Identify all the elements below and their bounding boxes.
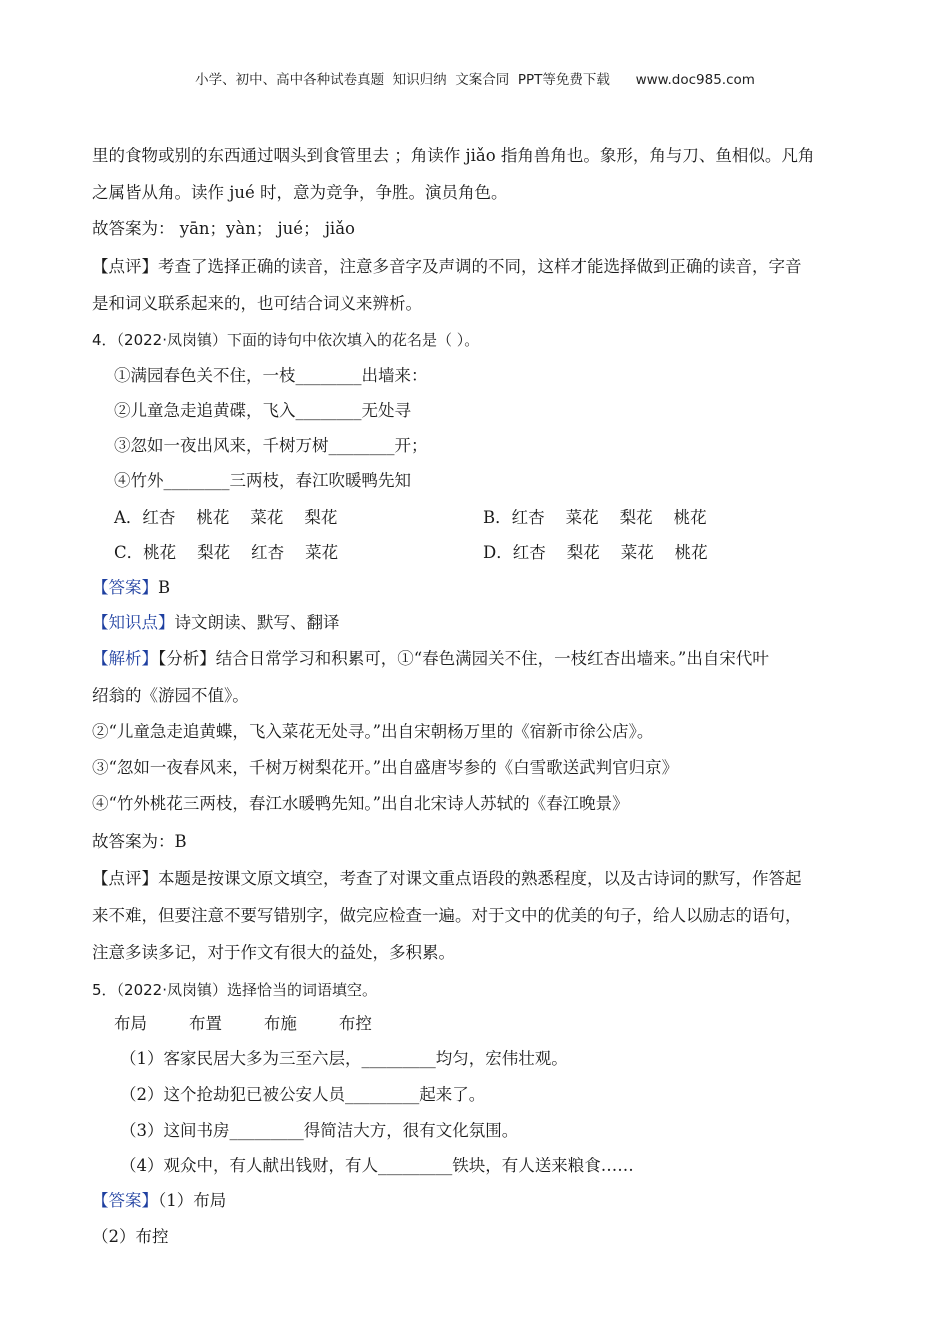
analysis-tag: 【解析】 <box>92 649 158 668</box>
q4-analysis-line-4: ③“忽如一夜春风来，千树万树梨花开。”出自盛唐岑参的《白雪歌送武判官归京》 <box>92 758 679 777</box>
q4-final-answer: 故答案为：B <box>92 832 187 851</box>
q3-explanation-line-2: 之属皆从角。读作 jué 时，意为竞争，争胜。演员角色。 <box>92 183 508 202</box>
q5-word-bank: 布局 布置 布施 布控 <box>114 1014 372 1033</box>
analysis-text: 【分析】结合日常学习和积累可，①“春色满园关不住，一枝红杏出墙来。”出自宋代叶 <box>158 649 769 668</box>
comment-text: 本题是按课文原文填空，考查了对课文重点语段的熟悉程度，以及古诗词的默写，作答起 <box>158 869 802 888</box>
q4-analysis-line-2: 绍翁的《游园不值》。 <box>92 686 249 705</box>
q4-option-d: D．红杏 梨花 菜花 桃花 <box>483 543 708 562</box>
q4-comment-line-1 <box>92 868 802 890</box>
q4-analysis-line-3: ②“儿童急走追黄蝶，飞入菜花无处寻。”出自宋朝杨万里的《宿新市徐公店》。 <box>92 722 654 741</box>
comment-tag: 【点评】 <box>92 257 158 276</box>
q4-item-1: ①满园春色关不住，一枝________出墙来： <box>114 366 428 385</box>
answer-tag: 【答案】 <box>92 578 158 597</box>
page-header: 小学、初中、高中各种试卷真题 知识归纳 文案合同 PPT等免费下载 www.doc985.com <box>195 72 755 88</box>
q5-item-2: （2）这个抢劫犯已被公安人员_________起来了。 <box>120 1085 486 1104</box>
comment-tag: 【点评】 <box>92 869 158 888</box>
q5-stem: 5．（2022·凤岗镇）选择恰当的词语填空。 <box>92 981 377 999</box>
q5-item-1: （1）客家民居大多为三至六层，_________均匀，宏伟壮观。 <box>120 1049 568 1068</box>
q3-comment-line-2: 是和词义联系起来的，也可结合词义来辨析。 <box>92 294 422 313</box>
q3-answer: 故答案为： yān；yàn； jué； jiǎo <box>92 219 355 238</box>
knowledge-point-tag: 【知识点】 <box>92 613 175 632</box>
q4-analysis-line-1 <box>92 648 769 670</box>
answer-value: （1）布局 <box>158 1191 227 1210</box>
answer-value: B <box>158 578 171 597</box>
q4-item-4: ④竹外________三两枝，春江吹暖鸭先知 <box>114 471 411 490</box>
q5-item-4: （4）观众中，有人献出钱财，有人_________铁块，有人送来粮食…… <box>120 1156 634 1175</box>
q3-explanation-line-1: 里的食物或别的东西通过咽头到食管里去 ；角读作 jiǎo 指角兽角也。象形，角与刀、鱼相似。凡角 <box>92 146 815 165</box>
q5-item-3: （3）这间书房_________得简洁大方，很有文化氛围。 <box>120 1121 519 1140</box>
comment-text: 考查了选择正确的读音，注意多音字及声调的不同，这样才能选择做到正确的读音，字音 <box>158 257 802 276</box>
q4-item-2: ②儿童急走追黄碟，飞入________无处寻 <box>114 401 411 420</box>
q4-option-c: C．桃花 梨花 红杏 菜花 <box>114 543 339 562</box>
q4-stem: 4．（2022·凤岗镇）下面的诗句中依次填入的花名是（ ）。 <box>92 331 480 349</box>
q5-answer-line-2: （2）布控 <box>92 1227 169 1246</box>
q4-item-3: ③忽如一夜出风来，千树万树________开； <box>114 436 428 455</box>
knowledge-point-text: 诗文朗读、默写、翻译 <box>174 613 340 632</box>
q4-option-b: B．红杏 菜花 梨花 桃花 <box>483 508 707 527</box>
q4-analysis-line-5: ④“竹外桃花三两枝，春江水暖鸭先知。”出自北宋诗人苏轼的《春江晚景》 <box>92 794 629 813</box>
q5-answer-line-1 <box>92 1190 226 1212</box>
q4-knowledge-point <box>92 612 340 634</box>
q4-comment-line-2: 来不难，但要注意不要写错别字，做完应检查一遍。对于文中的优美的句子，给人以励志的语句， <box>92 906 802 925</box>
answer-tag: 【答案】 <box>92 1191 158 1210</box>
q4-comment-line-3: 注意多读多记，对于作文有很大的益处，多积累。 <box>92 943 455 962</box>
q4-option-a: A．红杏 桃花 菜花 梨花 <box>114 508 338 527</box>
q3-comment-line-1 <box>92 256 802 278</box>
q4-answer <box>92 577 170 599</box>
